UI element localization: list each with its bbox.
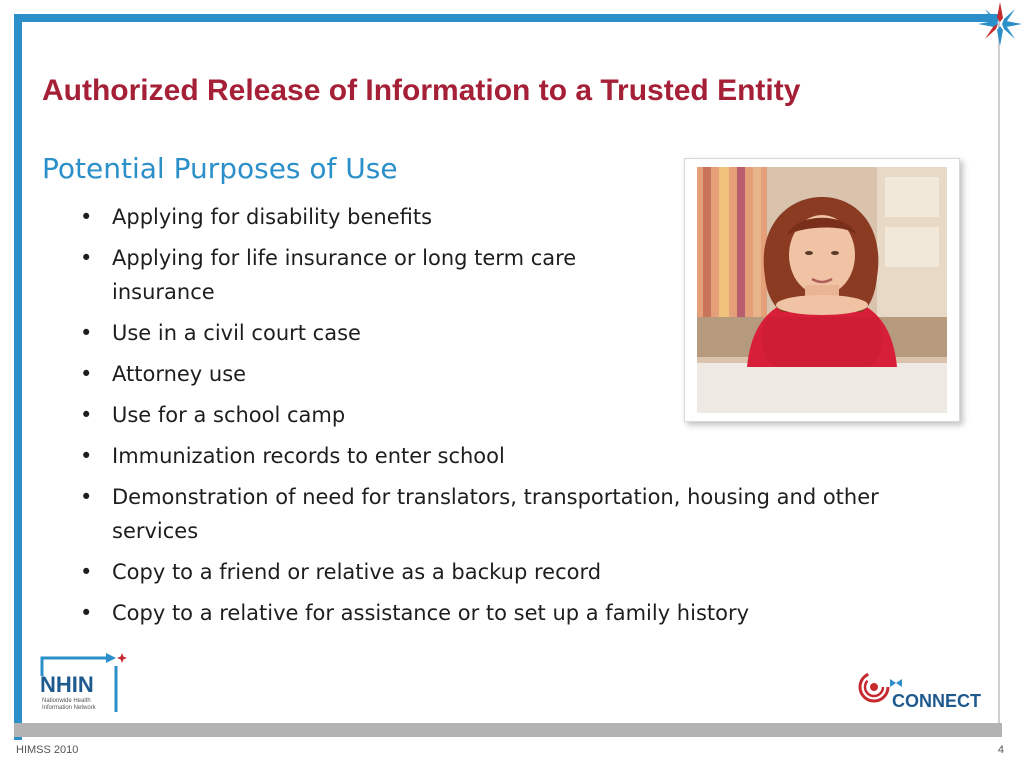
list-item — [76, 555, 966, 589]
list-item-text: Applying for disability benefits — [112, 205, 433, 229]
connect-logo-name: CONNECT — [892, 691, 981, 711]
nhin-logo-subtitle-line1: Nationwide Health — [42, 698, 91, 704]
frame-left-border — [14, 14, 22, 740]
bullet-dot-icon: • — [80, 601, 93, 625]
bullet-dot-icon: • — [80, 362, 93, 386]
list-item — [76, 596, 966, 630]
list-item-text: Demonstration of need for translators, transportation, housing and other services — [112, 485, 879, 543]
footer-event-label: HIMSS 2010 — [16, 744, 79, 756]
list-item-text: Applying for life insurance or long term care insurance — [112, 246, 577, 304]
frame-top-border — [14, 14, 999, 22]
list-item — [76, 480, 966, 548]
bullet-dot-icon: • — [80, 403, 93, 427]
star-arrows-icon — [976, 0, 1024, 48]
connect-logo — [854, 665, 994, 715]
bullet-dot-icon: • — [80, 560, 93, 584]
list-item — [76, 241, 632, 309]
page-number: 4 — [997, 744, 1004, 756]
bullet-dot-icon: • — [80, 321, 93, 345]
slide-title: Authorized Release of Information to a Trusted Entity — [42, 74, 801, 107]
bullet-dot-icon: • — [80, 246, 93, 270]
bullet-dot-icon: • — [80, 485, 93, 509]
nhin-logo — [38, 652, 138, 714]
list-item-text: Copy to a relative for assistance or to set up a family history — [112, 601, 750, 625]
bullet-dot-icon: • — [80, 205, 93, 229]
woman-photo-illustration — [697, 167, 947, 413]
list-item-text: Use for a school camp — [112, 403, 346, 427]
slide-subtitle: Potential Purposes of Use — [42, 152, 398, 185]
list-item-text: Attorney use — [112, 362, 247, 386]
frame-bottom-bar — [14, 723, 1002, 737]
bullet-dot-icon: • — [80, 444, 93, 468]
list-item-text: Use in a civil court case — [112, 321, 361, 345]
list-item-text: Immunization records to enter school — [112, 444, 505, 468]
list-item — [76, 439, 966, 473]
frame-right-border — [998, 14, 1000, 724]
woman-photo — [684, 158, 960, 422]
nhin-logo-name: NHIN — [40, 672, 94, 697]
list-item-text: Copy to a friend or relative as a backup record — [112, 560, 602, 584]
nhin-logo-subtitle-line2: Information Network — [42, 705, 96, 711]
